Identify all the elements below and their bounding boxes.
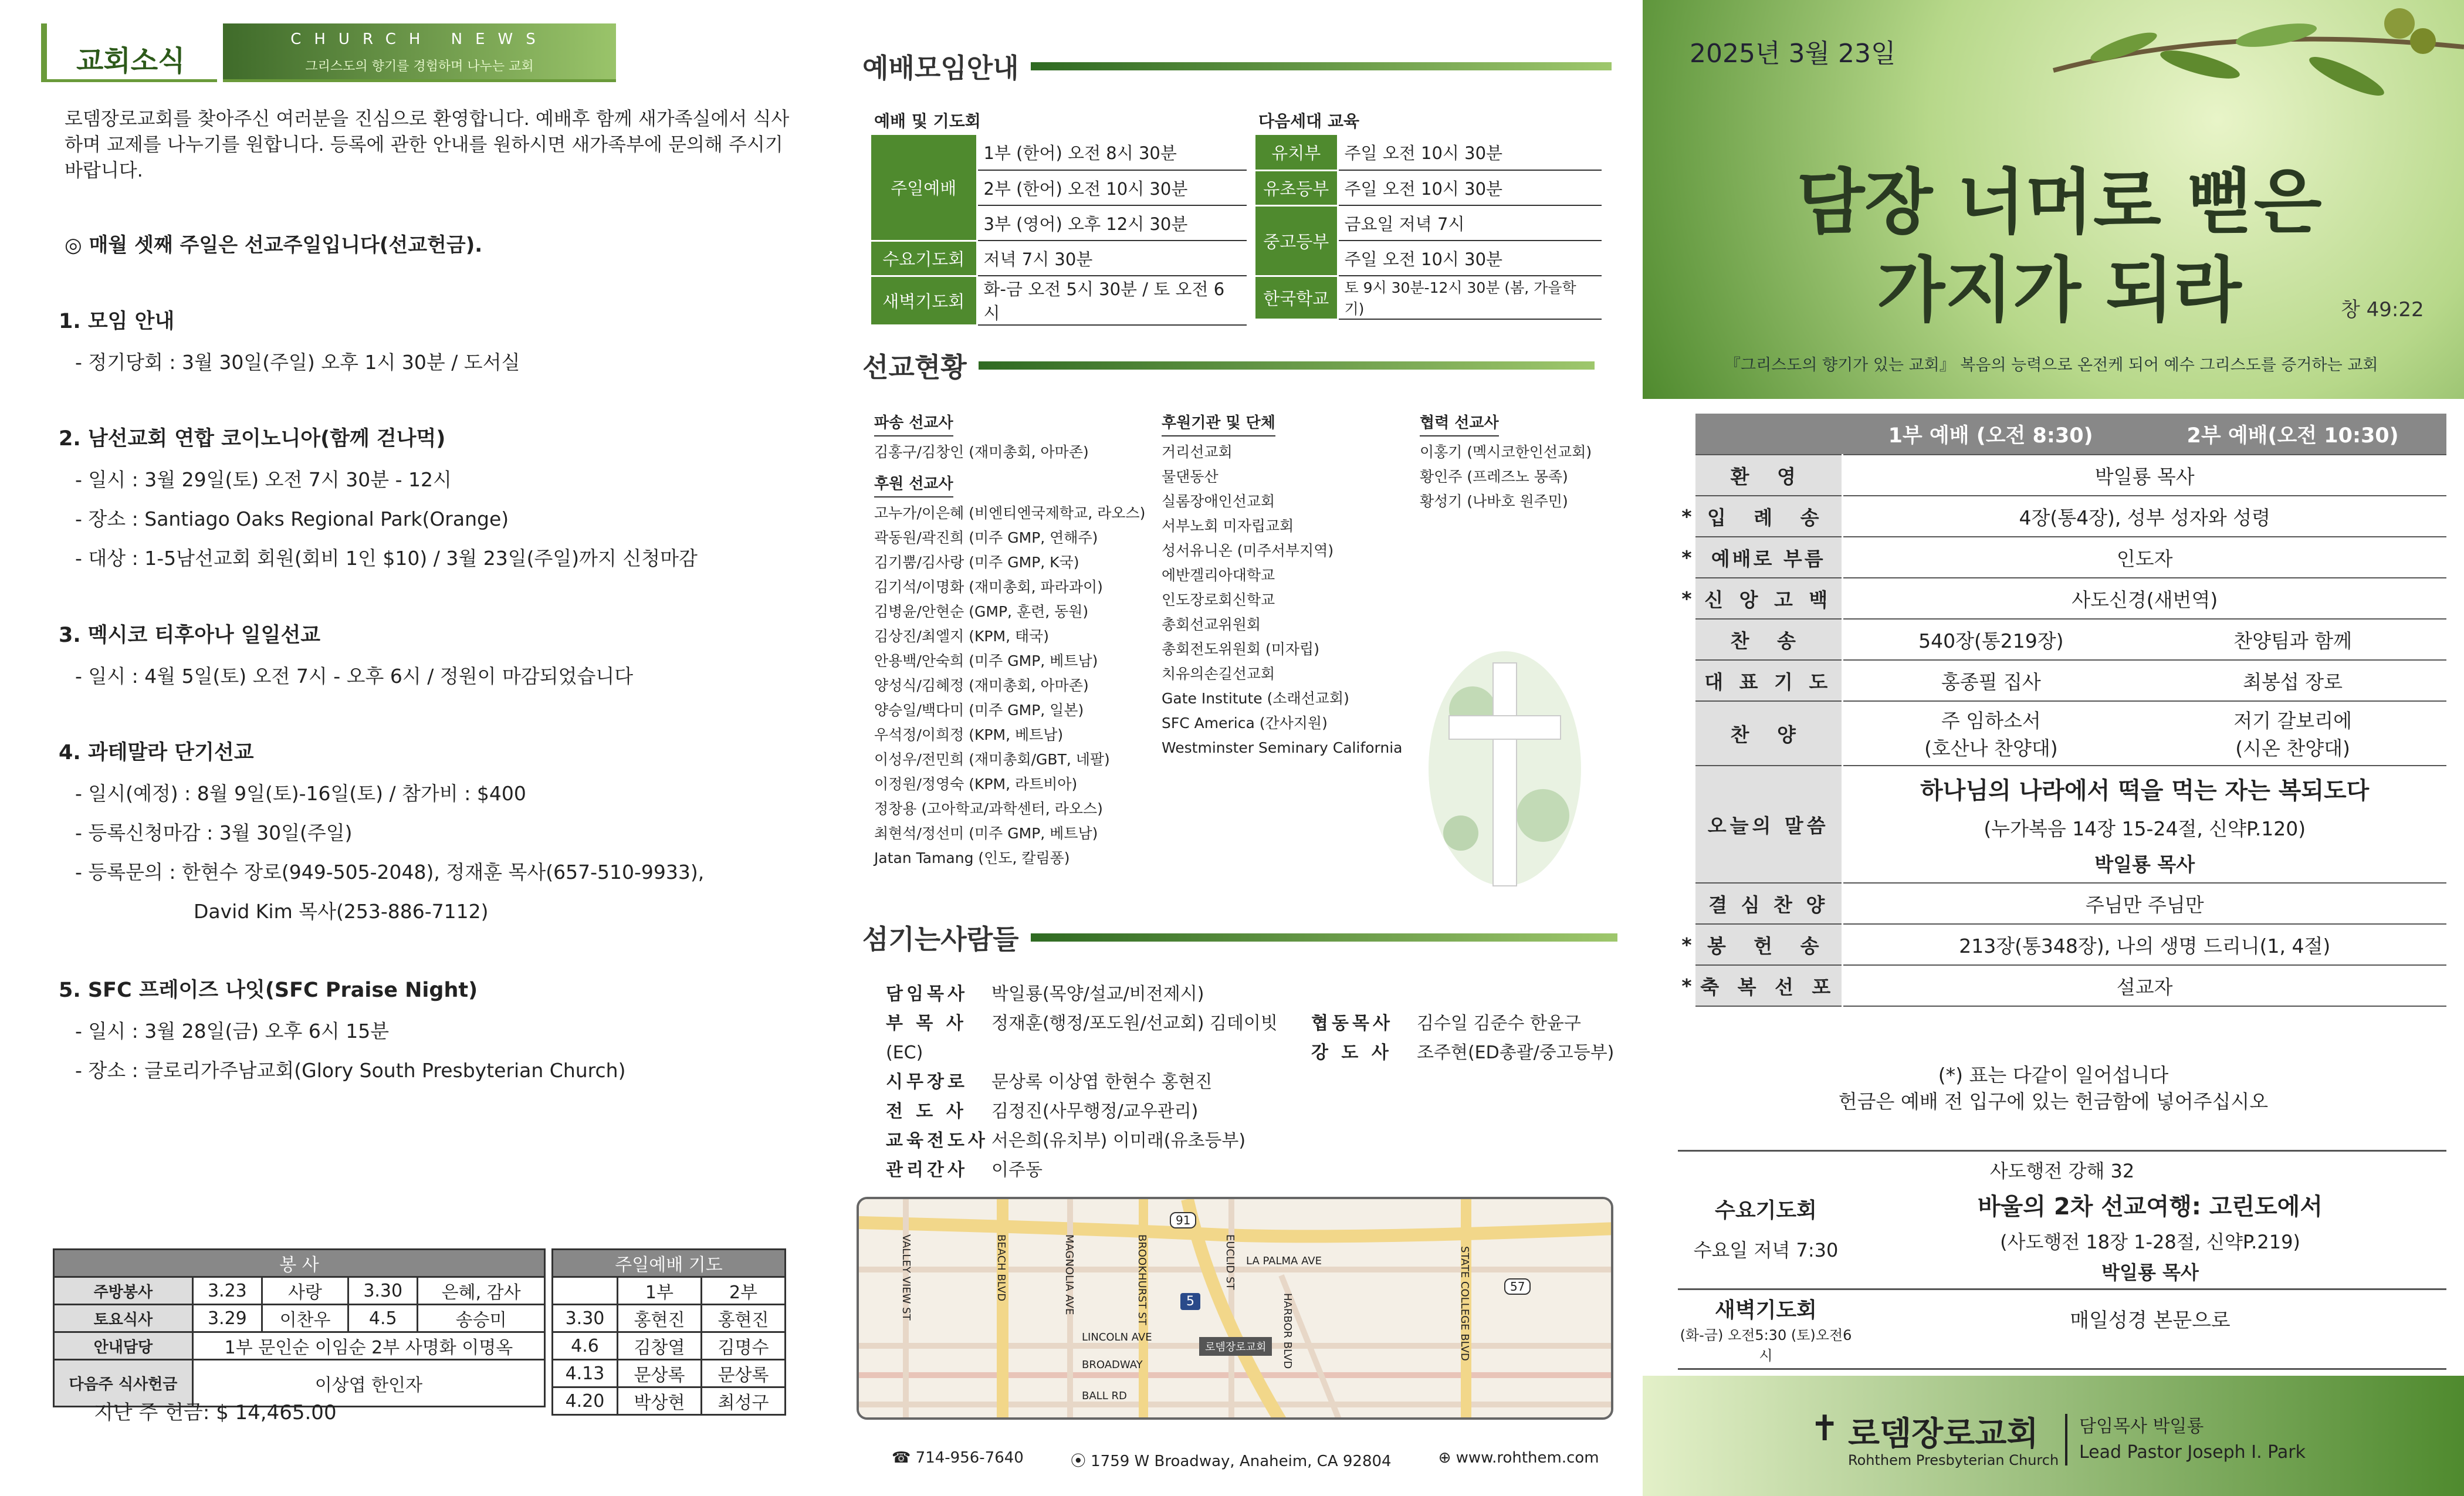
- highway-91-icon: 91: [1170, 1212, 1196, 1228]
- choir-name: (시온 찬양대): [2235, 737, 2350, 760]
- list-item: 우석정/이희정 (KPM, 베트남): [874, 726, 1064, 743]
- lead-pastor: [2065, 1414, 2306, 1465]
- table-row: [54, 1332, 545, 1360]
- table-row: [1678, 883, 2446, 924]
- news-banner-en: CHURCH NEWS: [290, 31, 549, 48]
- staff-role: 시무장로: [886, 1072, 968, 1092]
- table-cell: 1부 (한어) 오전 8시 30분: [977, 135, 1247, 170]
- table-cell: 화-금 오전 5시 30분 / 토 오전 6시: [977, 276, 1247, 325]
- section-line: David Kim 목사(253-886-7112): [194, 900, 489, 923]
- order-detail: 설교자: [1842, 965, 2446, 1006]
- church-location-map: [857, 1197, 1613, 1420]
- table-cell: 사랑: [262, 1277, 348, 1305]
- list-item: [886, 1156, 1297, 1185]
- staff-names: 이주동: [991, 1160, 1043, 1180]
- table-cell: 유치부: [1255, 135, 1338, 170]
- list-item: 김상진/최엘지 (KPM, 태국): [874, 628, 1050, 645]
- list-item: 김기석/이명화 (재미총회, 파라과이): [874, 578, 1103, 595]
- table-cell: 박상현: [617, 1387, 701, 1415]
- standing-mark: *: [1681, 587, 1692, 610]
- staff-list-right: [1311, 1009, 1616, 1068]
- table-row: [1678, 496, 2446, 537]
- table-cell: 토 9시 30분-12시 30분 (봄, 가을학기): [1338, 276, 1602, 319]
- address: 1759 W Broadway, Anaheim, CA 92804: [1091, 1453, 1392, 1470]
- table-row: [1255, 135, 1602, 170]
- table-cell: 한국학교: [1255, 276, 1338, 319]
- second-service-header: 2부 예배(오전 10:30): [2139, 414, 2446, 455]
- sermon-detail: [1842, 766, 2446, 883]
- education-schedule-table: [1255, 135, 1602, 320]
- list-item: [886, 1068, 1297, 1097]
- section-line: - 등록신청마감 : 3월 30일(주일): [75, 821, 353, 844]
- order-of-worship-panel: [1643, 0, 2464, 1496]
- table-row: [1678, 924, 2446, 965]
- table-row: [871, 135, 1247, 170]
- list-item: 성서유니온 (미주서부지역): [1162, 542, 1334, 559]
- table-cell: 최성구: [701, 1387, 785, 1415]
- table-row: [54, 1277, 545, 1305]
- news-section-4: [59, 736, 810, 931]
- table-cell: 유초등부: [1255, 170, 1338, 205]
- cross-icon: [1420, 639, 1590, 898]
- table-row: [1255, 170, 1602, 205]
- scripture-reference: (누가복음 14장 15-24절, 신약P.120): [1984, 817, 2306, 840]
- table-cell: 홍현진: [701, 1305, 785, 1332]
- mission-section-title: [862, 346, 1595, 385]
- mission-sub-title: 후원기관 및 단체: [1162, 411, 1275, 436]
- order-detail: 최봉섭 장로: [2139, 660, 2446, 701]
- table-cell: 문상록: [701, 1360, 785, 1387]
- section-line: - 대상 : 1-5남선교회 회원(회비 1인 $10) / 3월 23일(주일)까지 신청마감: [75, 547, 698, 570]
- highway-57-icon: 57: [1504, 1278, 1531, 1295]
- list-item: 에반겔리아대학교: [1162, 567, 1275, 584]
- staff-names: 박일룡(목양/설교/비전제시): [991, 984, 1204, 1004]
- table-row: [1678, 619, 2446, 660]
- location-icon: ⦿ 1759 W Broadway, Anaheim, CA 92804: [1070, 1453, 1392, 1470]
- mission-sub-title: 협력 선교사: [1420, 411, 1499, 436]
- pastor-en: Lead Pastor Joseph I. Park: [2079, 1442, 2306, 1463]
- table-cell: 다음주 식사헌금: [54, 1360, 193, 1407]
- news-section-3: [59, 619, 810, 696]
- list-item: 고누가/이은혜 (비엔티엔국제학교, 라오스): [874, 505, 1146, 522]
- section-line: - 정기당회 : 3월 30일(주일) 오후 1시 30분 / 도서실: [75, 351, 520, 374]
- list-item: 김기뿜/김사랑 (미주 GMP, K국): [874, 554, 1079, 571]
- choir-name: (호산나 찬양대): [1924, 737, 2058, 760]
- news-banner: [223, 23, 616, 82]
- dawn-prayer-label: 새벽기도회: [1715, 1298, 1817, 1322]
- mission-column-2: [1162, 411, 1408, 760]
- section-title: 2. 남선교회 연합 코이노니아(함께 걷나먹): [59, 427, 446, 451]
- church-name: 로뎀장로교회: [1848, 1415, 2039, 1453]
- order-item: 신 앙 고 백: [1695, 578, 1842, 619]
- mission-sub-title: 파송 선교사: [874, 411, 953, 436]
- order-detail: 홍종필 집사: [1842, 660, 2139, 701]
- section-title: 4. 과테말라 단기선교: [59, 741, 254, 764]
- table-cell: 새벽기도회: [871, 276, 977, 325]
- title-line: 가지가 되라: [1877, 249, 2242, 331]
- table-row: [1678, 965, 2446, 1006]
- map-label: MAGNOLIA AVE: [1063, 1234, 1075, 1315]
- section-line: - 장소 : Santiago Oaks Regional Park(Orange): [75, 507, 509, 530]
- worship-section-title: [862, 47, 1612, 86]
- table-cell: 2부: [701, 1277, 785, 1305]
- list-item: [886, 1126, 1297, 1156]
- table-cell: 3.23: [192, 1277, 262, 1305]
- service-header: 봉 사: [54, 1250, 545, 1277]
- staff-list: [886, 980, 1297, 1185]
- table-row: [1678, 578, 2446, 619]
- map-label: LINCOLN AVE: [1082, 1331, 1152, 1343]
- news-banner-ko: 그리스도의 향기를 경험하며 나누는 교회: [305, 59, 534, 74]
- table-cell: [1678, 414, 1695, 455]
- staff-names: 김정진(사무행정/교우관리): [991, 1101, 1199, 1122]
- table-cell: 송승미: [418, 1305, 545, 1332]
- wednesday-title: 바울의 2차 선교여행: 고린도에서: [1978, 1193, 2323, 1220]
- list-item: 곽동원/곽진희 (미주 GMP, 연해주): [874, 529, 1098, 546]
- order-item: 예배로 부름: [1695, 537, 1842, 578]
- order-item: 봉 헌 송: [1695, 924, 1842, 965]
- section-line: - 일시 : 3월 28일(금) 오후 6시 15분: [75, 1020, 390, 1043]
- section-line: - 등록문의 : 한현수 장로(949-505-2048), 정재훈 목사(657-510-9933),: [75, 861, 705, 884]
- church-name-en: Rohthem Presbyterian Church: [1848, 1452, 2059, 1468]
- list-item: [1311, 1009, 1616, 1038]
- standing-mark: [1678, 660, 1695, 701]
- standing-mark: [1678, 883, 1695, 924]
- welcome-text: 로뎀장로교회를 찾아주신 여러분을 진심으로 환영합니다. 예배후 함께 새가족실에서 식사하며 교제를 나누기를 원합니다. 등록에 관한 안내를 원하시면 새가족부에 문의해 주시기 바랍니다.: [65, 107, 790, 181]
- list-item: 이성우/전민희 (재미총회/GBT, 네팔): [874, 751, 1110, 768]
- news-section-2: [59, 422, 810, 578]
- table-cell: 3.30: [553, 1305, 618, 1332]
- supported-organizations-list: [1162, 440, 1408, 760]
- staff-names: 문상록 이상엽 한현수 홍현진: [991, 1072, 1213, 1092]
- order-detail: 박일룡 목사: [1842, 455, 2446, 496]
- preacher-name: 박일룡 목사: [2094, 852, 2195, 876]
- mission-sunday-notice: ◎ 매월 셋째 주일은 선교주일입니다(선교헌금).: [65, 233, 483, 257]
- dawn-prayer-detail: 매일성경 본문으로: [2070, 1309, 2231, 1332]
- order-detail: 213장(통348장), 나의 생명 드리니(1, 4절): [1842, 924, 2446, 965]
- table-row: [871, 241, 1247, 276]
- staff-section-title: [862, 918, 1617, 957]
- table-row: [553, 1360, 786, 1387]
- section-heading: 예배모임안내: [862, 52, 1019, 84]
- table-cell: [553, 1277, 618, 1305]
- worship-notes: [1643, 1062, 2464, 1115]
- table-row: [1678, 701, 2446, 766]
- wednesday-preacher: 박일룡 목사: [2101, 1261, 2199, 1284]
- order-detail: [2139, 701, 2446, 766]
- list-item: Jatan Tamang (인도, 칼림퐁): [874, 849, 1070, 867]
- list-item: 정창용 (고아학교/과학센터, 라오스): [874, 800, 1103, 817]
- list-item: 치유의손길선교회: [1162, 665, 1275, 682]
- table-cell: 금요일 저녁 7시: [1338, 205, 1602, 241]
- table-cell: 4.13: [553, 1360, 618, 1387]
- table-cell: 중고등부: [1255, 205, 1338, 276]
- list-item: Gate Institute (소래선교회): [1162, 690, 1349, 707]
- order-detail: 찬양팀과 함께: [2139, 619, 2446, 660]
- table-row: [1678, 455, 2446, 496]
- standing-mark: [1678, 455, 1695, 496]
- table-cell: 주일 오전 10시 30분: [1338, 135, 1602, 170]
- table-cell: 김명수: [701, 1332, 785, 1360]
- first-service-header: 1부 예배 (오전 8:30): [1842, 414, 2139, 455]
- map-label: EUCLID ST: [1224, 1234, 1236, 1290]
- globe-icon: ⊕ www.rohthem.com: [1438, 1449, 1599, 1467]
- news-section-1: [59, 305, 810, 382]
- staff-names: 서은희(유치부) 이미래(유초등부): [991, 1131, 1246, 1151]
- order-item: 찬 양: [1695, 701, 1842, 766]
- table-row: [1678, 766, 2446, 883]
- sermon-series: 사도행전 강해 32: [1678, 1150, 2446, 1183]
- list-item: 최현석/정선미 (미주 GMP, 베트남): [874, 825, 1098, 842]
- table-cell: 이찬우: [262, 1305, 348, 1332]
- phone-number: 714-956-7640: [915, 1449, 1024, 1467]
- church-map-marker: 로뎀장로교회: [1199, 1337, 1272, 1356]
- table-cell: 수요기도회: [871, 241, 977, 276]
- staff-role: 관리간사: [886, 1160, 968, 1180]
- prayer-table: [551, 1248, 786, 1416]
- table-row: [871, 276, 1247, 325]
- order-item: 환 영: [1695, 455, 1842, 496]
- map-label: STATE COLLEGE BLVD: [1458, 1246, 1471, 1361]
- worship-sub-heading: 예배 및 기도회: [874, 111, 981, 131]
- table-row: [1255, 276, 1602, 319]
- table-cell: 이상엽 한인자: [192, 1360, 544, 1407]
- table-row: [1678, 660, 2446, 701]
- mission-sub-title: 후원 선교사: [874, 472, 953, 497]
- worship-schedule-table: [871, 135, 1247, 326]
- order-item: 축 복 선 포: [1695, 965, 1842, 1006]
- order-detail: 인도자: [1842, 537, 2446, 578]
- list-item: 물댄동산: [1162, 468, 1219, 485]
- education-sub-heading: 다음세대 교육: [1258, 111, 1360, 131]
- list-item: 양성식/김혜정 (재미총회, 아마존): [874, 677, 1089, 694]
- staff-role: 강 도 사: [1311, 1043, 1392, 1063]
- list-item: Westminster Seminary California: [1162, 739, 1403, 756]
- standing-mark: *: [1681, 546, 1692, 569]
- order-of-worship-table: [1678, 414, 2446, 1007]
- order-detail: [1842, 701, 2139, 766]
- dawn-prayer-time: (화-금) 오전5:30 (토)오전6시: [1680, 1327, 1852, 1364]
- list-item: 황인주 (프레즈노 몽족): [1420, 468, 1568, 485]
- table-cell: 4.20: [553, 1387, 618, 1415]
- order-item: 결 심 찬 양: [1695, 883, 1842, 924]
- bulletin-date: 2025년 3월 23일: [1690, 39, 1896, 69]
- standing-mark: [1678, 766, 1695, 883]
- list-item: 인도장로회신학교: [1162, 591, 1275, 608]
- staff-names: 김수일 김준수 한윤구: [1417, 1013, 1581, 1034]
- table-row: [553, 1305, 786, 1332]
- footer-banner: [1643, 1376, 2464, 1496]
- worship-info-panel: [821, 0, 1643, 1496]
- table-cell: 김창열: [617, 1332, 701, 1360]
- last-week-offering: 지난 주 헌금: $ 14,465.00: [94, 1401, 337, 1424]
- table-cell: 4.5: [348, 1305, 418, 1332]
- table-cell: 주방봉사: [54, 1277, 193, 1305]
- staff-role: 부 목 사: [886, 1013, 967, 1034]
- wednesday-scripture: (사도행전 18장 1-28절, 신약P.219): [2000, 1231, 2300, 1253]
- section-heading: 섬기는사람들: [862, 923, 1019, 955]
- staff-names: 정재훈(행정/포도원/선교회) 김데이빗(EC): [886, 1013, 1278, 1063]
- table-row: [1678, 537, 2446, 578]
- section-line: - 일시(예정) : 8월 9일(토)-16일(토) / 참가비 : $400: [75, 782, 526, 805]
- list-item: [886, 1097, 1297, 1126]
- news-tab-title: 교회소식: [41, 23, 217, 82]
- list-item: 총회전도위원회 (미자립): [1162, 641, 1319, 658]
- table-cell: 주일예배: [871, 135, 977, 241]
- order-item: 찬 송: [1695, 619, 1842, 660]
- staff-names: 조주현(ED총괄/중고등부): [1417, 1043, 1615, 1063]
- table-cell: 3.29: [192, 1305, 262, 1332]
- map-label: VALLEY VIEW ST: [900, 1234, 912, 1321]
- heading-bar: [979, 361, 1595, 370]
- list-item: 양승일/백다미 (미주 GMP, 일본): [874, 702, 1084, 719]
- table-cell: 문상록: [617, 1360, 701, 1387]
- wednesday-prayer-section: [1678, 1150, 2446, 1396]
- section-line: - 장소 : 글로리가주남교회(Glory South Presbyterian Church): [75, 1059, 626, 1082]
- map-svg: [859, 1199, 1613, 1420]
- map-label: LA PALMA AVE: [1246, 1255, 1322, 1267]
- prayer-header: 주일예배 기도: [553, 1250, 786, 1277]
- table-cell: 주일 오전 10시 30분: [1338, 241, 1602, 276]
- anthem-title: 저기 갈보리에: [2233, 709, 2352, 732]
- map-label: BALL RD: [1082, 1390, 1127, 1402]
- table-cell: 2부 (한어) 오전 10시 30분: [977, 170, 1247, 205]
- section-line: - 일시 : 4월 5일(토) 오전 7시 - 오후 6시 / 정원이 마감되었습니다: [75, 665, 634, 688]
- list-item: [886, 1009, 1297, 1068]
- list-item: [886, 980, 1297, 1009]
- mission-column-3: [1420, 411, 1613, 514]
- section-heading: 선교현황: [862, 351, 967, 383]
- anthem-title: 주 임하소서: [1941, 709, 2041, 732]
- phone-icon: ☎ 714-956-7640: [892, 1449, 1024, 1467]
- table-row: [553, 1387, 786, 1415]
- map-label: BROADWAY: [1082, 1359, 1143, 1371]
- section-line: - 일시 : 3월 29일(토) 오전 7시 30분 - 12시: [75, 468, 452, 491]
- supported-missionaries-list: [874, 501, 1156, 871]
- note-line: 헌금은 예배 전 입구에 있는 헌금함에 넣어주십시오: [1838, 1090, 2269, 1113]
- standing-mark: [1678, 619, 1695, 660]
- staff-role: 교육전도사: [886, 1131, 989, 1151]
- list-item: 황성기 (나바호 원주민): [1420, 493, 1568, 510]
- staff-role: 전 도 사: [886, 1101, 967, 1122]
- section-title: 1. 모임 안내: [59, 310, 175, 333]
- church-news-panel: [0, 0, 821, 1496]
- list-item: 김병윤/안현순 (GMP, 훈련, 동원): [874, 603, 1089, 620]
- list-item: 김홍구/김창인 (재미총회, 아마존): [874, 444, 1089, 461]
- order-item: 오늘의 말씀: [1695, 766, 1842, 883]
- pastor-ko: 담임목사 박일룡: [2079, 1416, 2204, 1437]
- table-cell: 4.6: [553, 1332, 618, 1360]
- list-item: 총회선교위원회: [1162, 616, 1261, 633]
- table-cell: 홍현진: [617, 1305, 701, 1332]
- church-logo-icon: ✝: [1810, 1408, 1840, 1449]
- table-cell: 저녁 7시 30분: [977, 241, 1247, 276]
- map-label: BEACH BLVD: [995, 1234, 1007, 1302]
- list-item: 이정원/정영숙 (KPM, 라트비아): [874, 776, 1078, 793]
- staff-role: 담임목사: [886, 984, 968, 1004]
- list-item: 서부노회 미자립교회: [1162, 517, 1294, 534]
- list-item: 실롬장애인선교회: [1162, 493, 1275, 510]
- list-item: SFC America (간사지원): [1162, 715, 1328, 732]
- section-title: 5. SFC 프레이즈 나잇(SFC Praise Night): [59, 979, 478, 1002]
- list-item: 거리선교회: [1162, 444, 1233, 461]
- interstate-5-icon: 5: [1180, 1293, 1200, 1310]
- order-item: 입 례 송: [1695, 496, 1842, 537]
- table-cell: 주일 오전 10시 30분: [1338, 170, 1602, 205]
- list-item: 이홍기 (멕시코한인선교회): [1420, 444, 1592, 461]
- table-cell: 안내담당: [54, 1332, 193, 1360]
- note-line: (*) 표는 다같이 일어섭니다: [1938, 1064, 2169, 1087]
- news-section-5: [59, 974, 810, 1090]
- table-row: [1255, 205, 1602, 241]
- table-cell: 토요식사: [54, 1305, 193, 1332]
- standing-mark: *: [1681, 974, 1692, 997]
- map-label: BROOKHURST ST: [1136, 1234, 1148, 1325]
- standing-mark: *: [1681, 505, 1692, 528]
- list-item: 안용백/안숙희 (미주 GMP, 베트남): [874, 652, 1098, 669]
- mission-column-1: [874, 411, 1156, 871]
- order-detail: 540장(통219장): [1842, 619, 2139, 660]
- table-row: [54, 1305, 545, 1332]
- table-cell: 3부 (영어) 오후 12시 30분: [977, 205, 1247, 241]
- sermon-title: 하나님의 나라에서 떡을 먹는 자는 복되도다: [1920, 777, 2370, 804]
- table-row: [553, 1332, 786, 1360]
- order-detail: 주님만 주님만: [1842, 883, 2446, 924]
- table-cell: 은혜, 감사: [418, 1277, 545, 1305]
- list-item: [1311, 1038, 1616, 1068]
- church-slogan: 『그리스도의 향기가 있는 교회』 복음의 능력으로 온전케 되어 예수 그리스도를 증거하는 교회: [1725, 356, 2378, 374]
- section-title: 3. 멕시코 티후아나 일일선교: [59, 624, 321, 647]
- website-link[interactable]: www.rohthem.com: [1456, 1449, 1599, 1467]
- wednesday-label: 수요기도회: [1715, 1199, 1817, 1223]
- staff-role: 협동목사: [1311, 1013, 1393, 1034]
- standing-mark: [1678, 701, 1695, 766]
- title-verse: 창 49:22: [2341, 298, 2424, 321]
- table-cell: 1부: [617, 1277, 701, 1305]
- order-detail: 사도신경(새번역): [1842, 578, 2446, 619]
- table-cell: 3.30: [348, 1277, 418, 1305]
- heading-bar: [1031, 933, 1617, 942]
- table-cell: 1부 문인순 이임순 2부 사명화 이명옥: [192, 1332, 544, 1360]
- service-table: [53, 1248, 546, 1407]
- order-item: 대 표 기 도: [1695, 660, 1842, 701]
- contact-bar: [892, 1449, 1619, 1471]
- standing-mark: *: [1681, 933, 1692, 956]
- table-cell: [1695, 414, 1842, 455]
- wednesday-time: 수요일 저녁 7:30: [1693, 1239, 1839, 1261]
- title-line: 담장 너머로 뻗은: [1796, 161, 2322, 243]
- order-detail: 4장(통4장), 성부 성자와 성령: [1842, 496, 2446, 537]
- heading-bar: [1031, 62, 1612, 70]
- map-label: HARBOR BLVD: [1281, 1293, 1294, 1369]
- sermon-series-title: [1795, 158, 2323, 334]
- partner-missionaries-list: [1420, 440, 1613, 514]
